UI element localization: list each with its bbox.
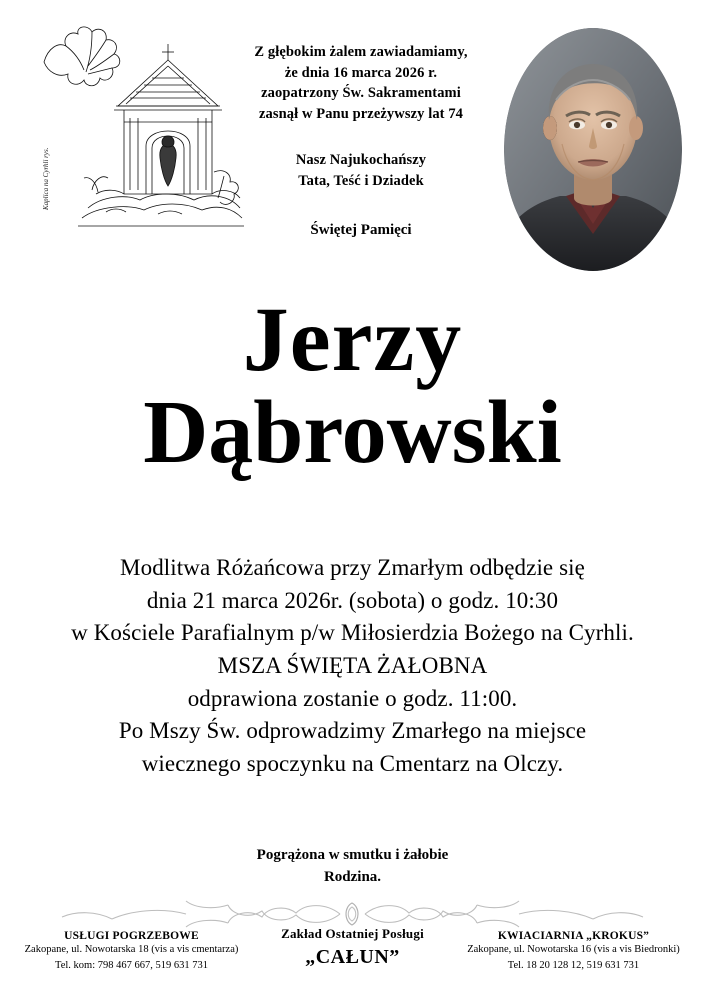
footer-left-phone: Tel. kom: 798 467 667, 519 631 731 [55,959,208,971]
detail-line: MSZA ŚWIĘTA ŻAŁOBNA [217,652,488,678]
footer-florist [456,930,691,974]
intro-line: zasnął w Panu przeżywszy lat 74 [258,105,464,122]
detail-line: w Kościele Parafialnym p/w Miłosierdzia Bożego na Cyrhli. [71,620,634,646]
detail-line: Modlitwa Różańcowa przy Zmarłym odbędzie się [120,555,585,580]
detail-line: wiecznego spoczynku na Cmentarz na Olczy. [141,750,564,776]
header-section [0,0,705,290]
detail-line: Po Mszy Św. odprowadzimy Zmarłego na miejsce [118,718,587,744]
deceased-name [0,288,705,482]
relation-line: Nasz Najukochańszy [295,152,427,169]
footer-section [0,920,705,992]
closing-line: Rodzina. [323,868,382,885]
ceremony-details [0,552,705,781]
intro-line: że dnia 16 marca 2026 r. [284,64,438,81]
detail-line: odprawiona zostanie o godz. 11:00. [187,685,518,711]
name-first: Jerzy [242,288,463,390]
chapel-engraving-icon [18,22,248,237]
footer-left-title: USŁUGI POGRZEBOWE [64,930,199,942]
footer-funeral-services [14,930,249,974]
portrait-image [504,28,682,271]
footer-right-phone: Tel. 18 20 128 12, 519 631 731 [507,959,640,971]
svg-text:Kaplica na Cyrhli rys.: Kaplica na Cyrhli rys. [42,147,50,210]
relation-line: Tata, Teść i Dziadek [298,173,424,190]
footer-center-brand: „CAŁUN” [305,946,400,968]
intro-line: zaopatrzony Św. Sakramentami [261,85,461,102]
intro-line: Z głębokim żalem zawiadamiamy, [254,44,468,60]
relation-block [228,150,494,192]
name-last: Dąbrowski [143,382,562,482]
memory-label: Świętej Pamięci [310,222,412,239]
closing-line: Pogrążona w smutku i żałobie [256,847,449,863]
footer-right-address: Zakopane, ul. Nowotarska 16 (vis a vis Biedronki) [467,944,680,955]
closing-block [0,845,705,889]
detail-line: dnia 21 marca 2026r. (sobota) o godz. 10:30 [146,587,559,613]
footer-company [240,926,465,969]
footer-right-title: KWIACIARNIA „KROKUS” [497,930,650,942]
intro-text-block [228,42,494,239]
footer-center-title: Zakład Ostatniej Posługi [281,926,424,941]
footer-left-address: Zakopane, ul. Nowotarska 18 (vis a vis cmentarza) [24,944,239,955]
portrait-photo [504,28,682,271]
